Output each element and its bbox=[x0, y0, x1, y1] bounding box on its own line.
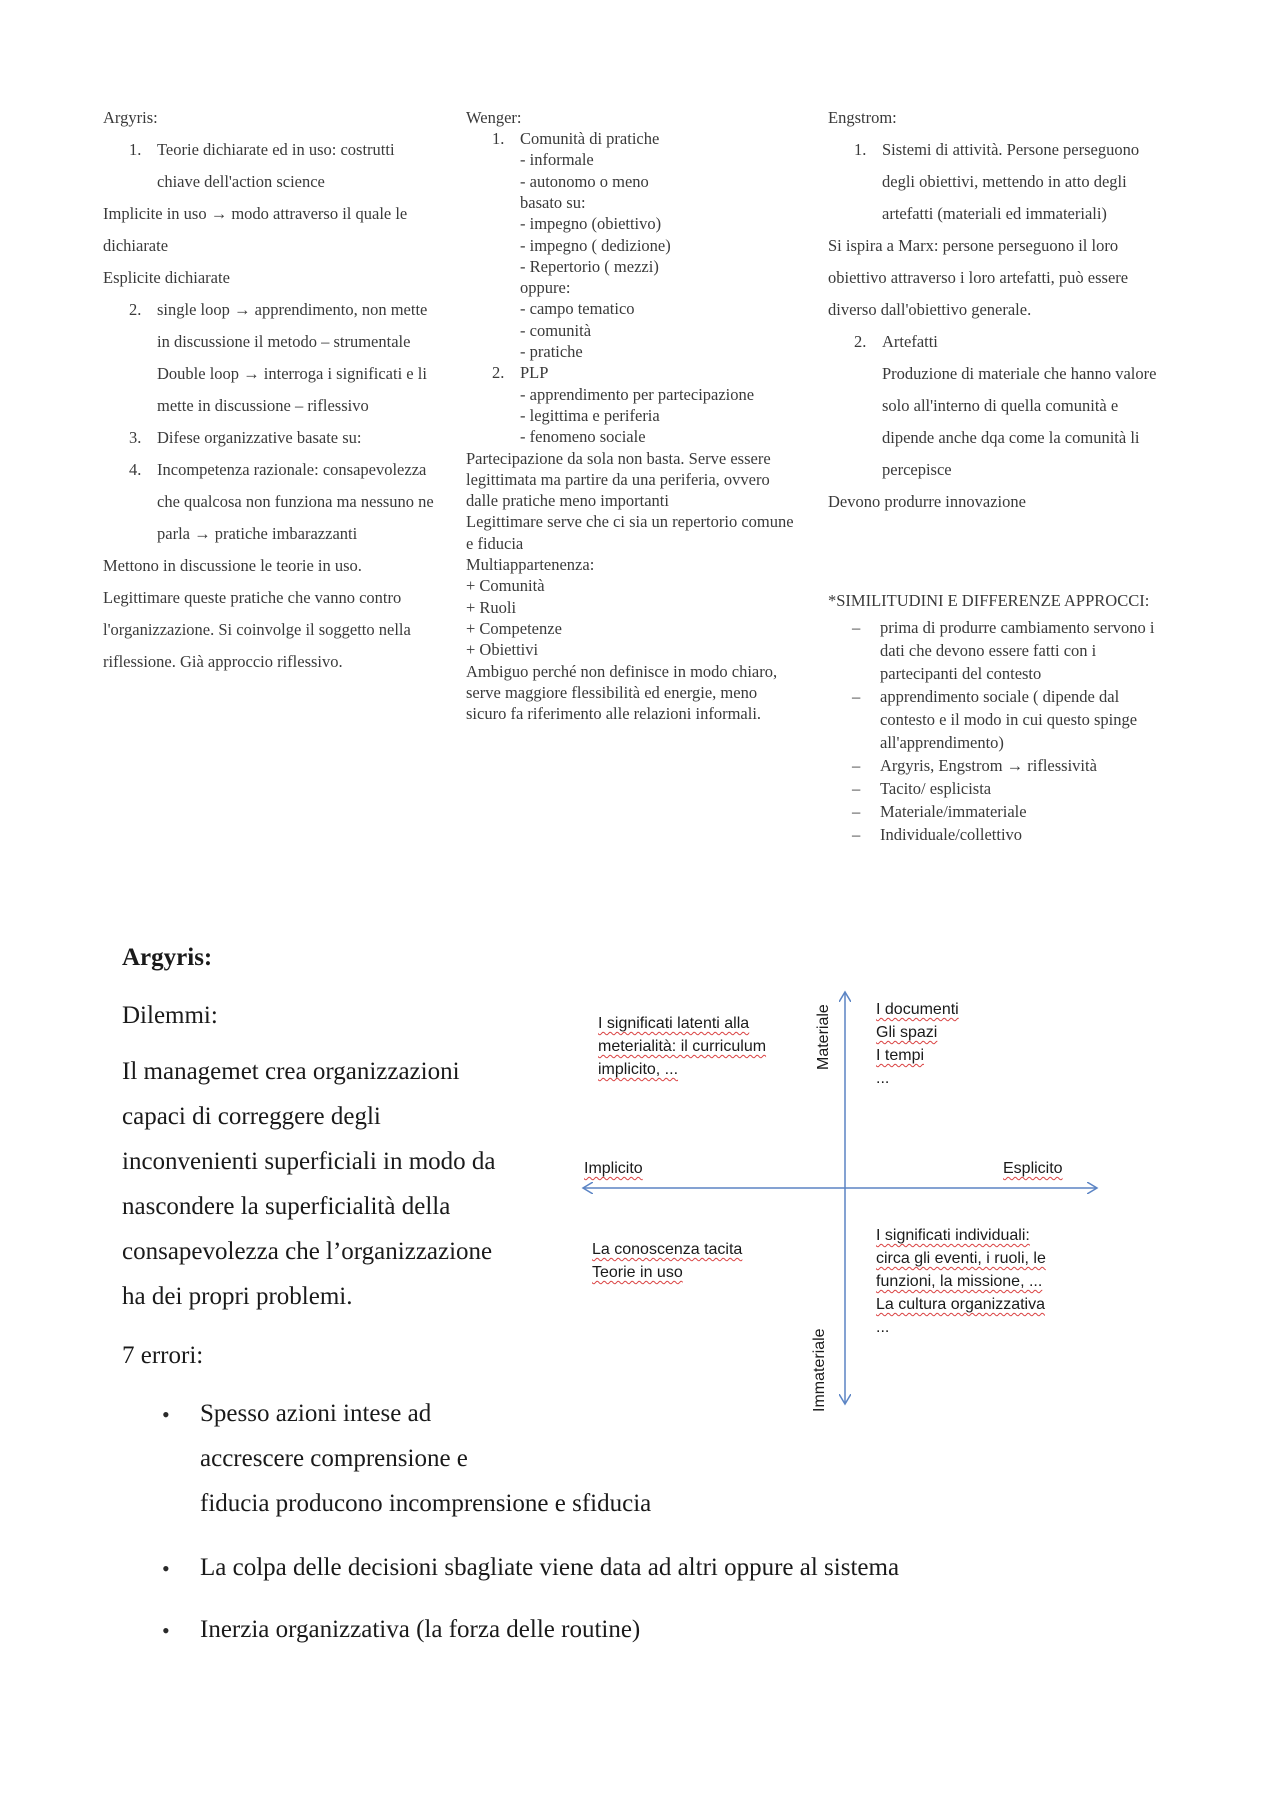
bullet-icon: • bbox=[162, 1556, 170, 1581]
quadrant-line: Teorie in uso bbox=[592, 1264, 683, 1281]
list-line: riflessione. Già approccio riflessivo. bbox=[103, 652, 343, 671]
list-line: PLP bbox=[520, 363, 549, 383]
list-line: Multiappartenenza: bbox=[466, 555, 595, 574]
quadrant-line: La cultura organizzativa bbox=[876, 1296, 1045, 1313]
list-line: Teorie dichiarate ed in uso: costrutti bbox=[157, 140, 395, 159]
list-number: 1. bbox=[129, 140, 142, 159]
dash-bullet: – bbox=[852, 779, 861, 798]
list-line: Individuale/collettivo bbox=[880, 825, 1023, 844]
engstrom-column bbox=[828, 108, 1208, 848]
list-number: 4. bbox=[129, 460, 142, 479]
argyris-heading: Argyris: bbox=[103, 108, 158, 127]
list-line: - pratiche bbox=[520, 342, 583, 361]
list-line: + Obiettivi bbox=[466, 640, 539, 660]
quadrant-top-right bbox=[876, 998, 959, 1090]
errori-heading: 7 errori: bbox=[122, 1342, 204, 1369]
list-line: - campo tematico bbox=[520, 299, 635, 319]
list-line: basato su: bbox=[520, 192, 586, 212]
list-line: dalle pratiche meno importanti bbox=[466, 491, 669, 511]
quadrant-line: I significati latenti alla bbox=[598, 1015, 750, 1032]
quadrant-line: circa gli eventi, i ruoli, le bbox=[876, 1250, 1046, 1267]
quadrant-line: ... bbox=[876, 1319, 890, 1336]
list-line: - apprendimento per partecipazione bbox=[520, 384, 755, 404]
list-line: Legittimare queste pratiche che vanno contro bbox=[103, 588, 402, 607]
list-line: - impegno (obiettivo) bbox=[520, 214, 662, 234]
quadrant-line: ... bbox=[876, 1070, 890, 1087]
quadrant-line: implicito, ... bbox=[598, 1061, 679, 1078]
list-line: legittimata ma partire da una periferia, ovvero bbox=[466, 469, 770, 489]
list-line: Comunità di pratiche bbox=[520, 129, 660, 148]
list-line: Legittimare serve che ci sia un repertorio comune bbox=[466, 512, 794, 532]
paragraph-line: Il managemet crea organizzazioni bbox=[122, 1058, 460, 1085]
list-line: Sistemi di attività. Persone perseguono bbox=[882, 140, 1140, 159]
axis-top-label: Materiale bbox=[815, 1004, 832, 1070]
paragraph-line: inconvenienti superficiali in modo da bbox=[122, 1148, 496, 1175]
list-line: obiettivo attraverso i loro artefatti, può essere bbox=[828, 268, 1129, 287]
wenger-heading: Wenger: bbox=[466, 108, 522, 127]
bullet-icon: • bbox=[162, 1618, 170, 1643]
list-line: + Ruoli bbox=[466, 597, 517, 617]
axis-left-label: Implicito bbox=[584, 1160, 643, 1177]
list-line: Incompetenza razionale: consapevolezza bbox=[157, 460, 427, 479]
list-line: - fenomeno sociale bbox=[520, 427, 646, 447]
list-line: diverso dall'obiettivo generale. bbox=[828, 300, 1032, 319]
list-line: partecipanti del contesto bbox=[880, 664, 1042, 683]
quadrant-bottom-left bbox=[592, 1238, 742, 1284]
list-line: dati che devono essere fatti con i bbox=[880, 641, 1097, 660]
engstrom-heading: Engstrom: bbox=[828, 108, 897, 127]
list-line: - legittima e periferia bbox=[520, 405, 660, 425]
list-line: Double loop → interroga i significati e li bbox=[157, 364, 427, 383]
quadrant-line: funzioni, la missione, ... bbox=[876, 1273, 1043, 1290]
paragraph-line: nascondere la superficialità della bbox=[122, 1193, 451, 1220]
list-line: in discussione il metodo – strumentale bbox=[157, 332, 411, 351]
list-number: 2. bbox=[129, 300, 142, 319]
list-line: parla → pratiche imbarazzanti bbox=[157, 524, 358, 543]
list-line: oppure: bbox=[520, 278, 571, 298]
list-line: Produzione di materiale che hanno valore bbox=[882, 364, 1157, 383]
list-line: artefatti (materiali ed immateriali) bbox=[882, 204, 1107, 223]
dash-bullet: – bbox=[852, 687, 861, 706]
list-line: Devono produrre innovazione bbox=[828, 492, 1026, 511]
list-line: degli obiettivi, mettendo in atto degli bbox=[882, 172, 1127, 191]
list-line: prima di produrre cambiamento servono i bbox=[880, 618, 1155, 637]
paragraph-line: consapevolezza che l’organizzazione bbox=[122, 1238, 493, 1265]
list-line: Ambiguo perché non definisce in modo chiaro, bbox=[466, 661, 778, 681]
list-line: - autonomo o meno bbox=[520, 171, 649, 191]
dash-bullet: – bbox=[852, 618, 861, 637]
list-line: - impegno ( dedizione) bbox=[520, 235, 671, 255]
list-number: 1. bbox=[492, 129, 505, 148]
quadrant-top-left bbox=[598, 1012, 766, 1081]
wenger-column bbox=[466, 108, 826, 748]
list-line: chiave dell'action science bbox=[157, 172, 325, 191]
quadrant-bottom-right bbox=[876, 1224, 1046, 1339]
quadrant-line: La conoscenza tacita bbox=[592, 1241, 743, 1258]
bullet-text: fiducia producono incomprensione e sfiducia bbox=[200, 1490, 652, 1517]
argyris-column bbox=[103, 108, 463, 688]
axis-bottom-label: Immateriale bbox=[811, 1328, 828, 1412]
list-line: - Repertorio ( mezzi) bbox=[520, 256, 659, 276]
dilemmi-label: Dilemmi: bbox=[122, 1002, 218, 1029]
paragraph-line: capaci di correggere degli bbox=[122, 1103, 381, 1130]
bullet-text: Spesso azioni intese ad bbox=[200, 1400, 432, 1427]
list-line: Esplicite dichiarate bbox=[103, 268, 230, 287]
paragraph-line: ha dei propri problemi. bbox=[122, 1283, 353, 1310]
list-line: solo all'interno di quella comunità e bbox=[882, 396, 1119, 415]
bottom-heading: Argyris: bbox=[122, 944, 213, 971]
list-number: 3. bbox=[129, 428, 142, 447]
list-line: contesto e il modo in cui questo spinge bbox=[880, 710, 1138, 729]
dash-bullet: – bbox=[852, 825, 861, 844]
list-line: Argyris, Engstrom → riflessività bbox=[880, 756, 1097, 775]
quadrant-line: I significati individuali: bbox=[876, 1227, 1030, 1244]
list-line: Materiale/immateriale bbox=[880, 802, 1027, 821]
list-line: Difese organizzative basate su: bbox=[157, 428, 362, 447]
list-line: che qualcosa non funziona ma nessuno ne bbox=[157, 492, 434, 511]
list-line: percepisce bbox=[882, 460, 952, 479]
list-line: l'organizzazione. Si coinvolge il soggetto nella bbox=[103, 620, 411, 639]
list-line: e fiducia bbox=[466, 533, 524, 553]
quadrant-line: Gli spazi bbox=[876, 1024, 938, 1041]
list-number: 2. bbox=[854, 332, 867, 351]
list-line: - comunità bbox=[520, 320, 592, 340]
list-line: Mettono in discussione le teorie in uso. bbox=[103, 556, 362, 575]
list-line: Implicite in uso → modo attraverso il quale le bbox=[103, 204, 408, 223]
list-line: + Competenze bbox=[466, 618, 562, 638]
similitudini-heading: *SIMILITUDINI E DIFFERENZE APPROCCI: bbox=[828, 591, 1150, 610]
quadrant-line: I documenti bbox=[876, 1001, 959, 1018]
list-line: serve maggiore flessibilità ed energie, meno bbox=[466, 682, 758, 702]
list-line: sicuro fa riferimento alle relazioni informali. bbox=[466, 704, 762, 724]
bullet-text: La colpa delle decisioni sbagliate viene data ad altri oppure al sistema bbox=[200, 1554, 900, 1581]
list-number: 2. bbox=[492, 363, 505, 383]
list-line: single loop → apprendimento, non mette bbox=[157, 300, 428, 319]
bullet-icon: • bbox=[162, 1402, 170, 1427]
bullet-text: accrescere comprensione e bbox=[200, 1445, 468, 1472]
list-line: Si ispira a Marx: persone perseguono il loro bbox=[828, 236, 1119, 255]
list-line: dipende anche dqa come la comunità li bbox=[882, 428, 1140, 447]
list-line: Partecipazione da sola non basta. Serve essere bbox=[466, 448, 771, 468]
list-line: apprendimento sociale ( dipende dal bbox=[880, 687, 1120, 706]
list-line: Tacito/ esplicista bbox=[880, 779, 992, 798]
dash-bullet: – bbox=[852, 756, 861, 775]
list-line: mette in discussione – riflessivo bbox=[157, 396, 369, 415]
list-number: 1. bbox=[854, 140, 867, 159]
dash-bullet: – bbox=[852, 802, 861, 821]
list-line: Artefatti bbox=[882, 332, 938, 351]
bullet-text: Inerzia organizzativa (la forza delle routine) bbox=[200, 1616, 641, 1643]
quadrant-line: meterialità: il curriculum bbox=[598, 1038, 767, 1055]
list-line: + Comunità bbox=[466, 576, 545, 596]
axis-right-label: Esplicito bbox=[1003, 1160, 1063, 1177]
list-line: - informale bbox=[520, 150, 594, 170]
list-line: all'apprendimento) bbox=[880, 733, 1004, 752]
quadrant-line: I tempi bbox=[876, 1047, 925, 1064]
list-line: dichiarate bbox=[103, 236, 169, 255]
